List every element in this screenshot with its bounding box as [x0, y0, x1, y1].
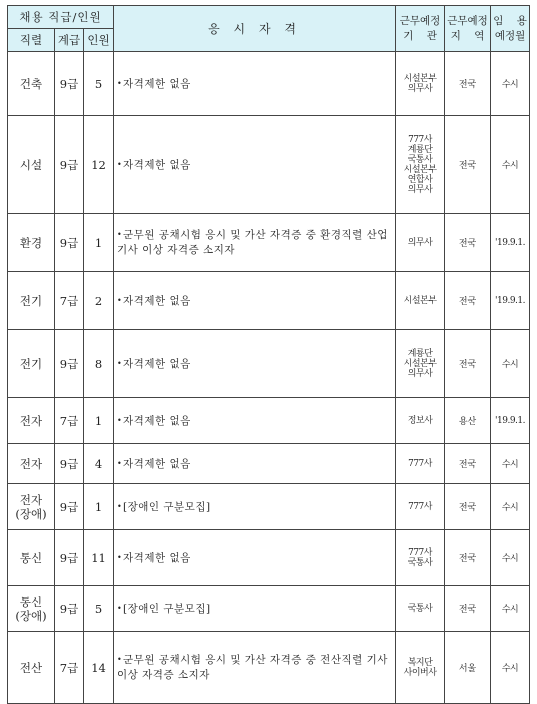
header-region-line1: 근무예정 [447, 14, 488, 27]
month-text: 수시 [501, 503, 519, 513]
job-cell [8, 272, 55, 330]
grade-cell [55, 632, 84, 704]
table-row [8, 330, 530, 398]
region-cell [445, 444, 491, 484]
count-value: 11 [91, 550, 106, 565]
agency-text: 시설본부 [403, 295, 437, 306]
job-name: 시설 [19, 157, 43, 172]
job-cell [8, 444, 55, 484]
agency-text: 시설본부 의무사 [403, 73, 437, 94]
header-month [491, 6, 530, 52]
agency-text: 777사 국통사 [407, 547, 433, 568]
count-value: 1 [94, 413, 103, 428]
job-cell [8, 586, 55, 632]
region-text: 전국 [458, 161, 477, 171]
job-name: 전기 [19, 293, 43, 308]
qualification-cell [114, 116, 396, 214]
count-cell [84, 398, 114, 444]
job-name: 통신 [19, 550, 43, 565]
region-text: 전국 [458, 297, 477, 307]
month-text: '19.9.1. [495, 237, 526, 248]
agency-cell [396, 330, 445, 398]
region-cell [445, 632, 491, 704]
agency-cell [396, 444, 445, 484]
table-row [8, 444, 530, 484]
qualification-cell [114, 398, 396, 444]
job-cell [8, 632, 55, 704]
qualification-text: 자격제한 없음 [123, 77, 191, 90]
grade-cell [55, 530, 84, 586]
agency-text: 777사 [408, 501, 432, 512]
agency-cell [396, 586, 445, 632]
count-value: 8 [94, 356, 103, 371]
bullet-icon: • [117, 358, 123, 368]
grade-value: 9급 [59, 76, 79, 91]
count-cell [84, 214, 114, 272]
job-cell [8, 214, 55, 272]
header-agency-line2: 기 관 [403, 29, 437, 42]
agency-cell [396, 530, 445, 586]
month-cell [491, 632, 530, 704]
header-agency [396, 6, 445, 52]
qualification-text: 자격제한 없음 [123, 357, 191, 370]
grade-cell [55, 272, 84, 330]
count-value: 1 [94, 235, 103, 250]
qualification-cell [114, 272, 396, 330]
bullet-icon: • [117, 78, 123, 88]
job-name: 전산 [19, 660, 43, 675]
count-value: 2 [94, 293, 103, 308]
job-sub-label: (장애) [15, 608, 47, 623]
bullet-icon: • [117, 415, 123, 425]
qualification-cell [114, 586, 396, 632]
month-cell [491, 116, 530, 214]
bullet-icon: • [117, 295, 123, 305]
count-value: 1 [94, 499, 103, 514]
job-cell [8, 484, 55, 530]
qualification-text: 자격제한 없음 [123, 551, 191, 564]
qualification-cell [114, 530, 396, 586]
region-text: 전국 [458, 503, 477, 513]
agency-text: 777사 계룡단 국통사 시설본부 연합사 의무사 [403, 134, 437, 195]
month-text: '19.9.1. [495, 415, 526, 426]
header-agency-line1: 근무예정 [399, 14, 441, 27]
job-cell [8, 398, 55, 444]
agency-text: 의무사 [407, 237, 433, 248]
table-row [8, 530, 530, 586]
header-grade: 계급 [55, 29, 84, 52]
job-name: 통신 [19, 594, 43, 609]
job-sub-label: (장애) [15, 506, 47, 521]
qualification-text: [장애인 구분모집] [123, 500, 211, 513]
job-cell [8, 52, 55, 116]
qualification-text: 자격제한 없음 [123, 158, 191, 171]
job-name: 건축 [19, 76, 43, 91]
bullet-icon: • [117, 552, 123, 562]
agency-text: 777사 [408, 458, 432, 469]
job-cell [8, 116, 55, 214]
table-row [8, 214, 530, 272]
bullet-icon: • [117, 159, 123, 169]
region-text: 전국 [458, 360, 477, 370]
month-cell [491, 398, 530, 444]
grade-cell [55, 484, 84, 530]
table-header [8, 6, 530, 52]
month-cell [491, 530, 530, 586]
grade-value: 9급 [59, 499, 79, 514]
region-cell [445, 214, 491, 272]
grade-cell [55, 52, 84, 116]
grade-cell [55, 586, 84, 632]
count-cell [84, 632, 114, 704]
table-row [8, 272, 530, 330]
recruitment-table [7, 5, 530, 704]
grade-cell [55, 444, 84, 484]
agency-text: 국통사 [407, 603, 433, 614]
grade-cell [55, 330, 84, 398]
region-text: 전국 [458, 460, 477, 470]
job-cell [8, 330, 55, 398]
count-cell [84, 272, 114, 330]
month-cell [491, 214, 530, 272]
agency-cell [396, 272, 445, 330]
header-qualification: 응 시 자 격 [114, 6, 396, 52]
grade-value: 9급 [59, 356, 79, 371]
agency-text: 복지단 사이버사 [403, 657, 437, 678]
qualification-text: [장애인 구분모집] [123, 602, 211, 615]
table-row [8, 116, 530, 214]
month-cell [491, 444, 530, 484]
header-count: 인원 [84, 29, 114, 52]
region-cell [445, 530, 491, 586]
region-text: 전국 [458, 605, 477, 615]
agency-text: 계룡단 시설본부 의무사 [403, 348, 437, 379]
count-cell [84, 484, 114, 530]
month-cell [491, 272, 530, 330]
grade-value: 7급 [59, 293, 79, 308]
grade-value: 9급 [59, 235, 79, 250]
month-text: 수시 [501, 161, 519, 171]
count-cell [84, 586, 114, 632]
qualification-text: 군무원 공채시험 응시 및 가산 자격증 중 전산직렬 기사 이상 자격증 소지자 [117, 654, 388, 681]
table-row [8, 52, 530, 116]
agency-cell [396, 398, 445, 444]
count-cell [84, 530, 114, 586]
bullet-icon: • [117, 655, 123, 664]
grade-value: 9급 [59, 550, 79, 565]
count-value: 14 [91, 660, 106, 675]
month-text: 수시 [501, 554, 519, 564]
qualification-text: 군무원 공채시험 응시 및 가산 자격증 중 환경직렬 산업기사 이상 자격증 소지자 [117, 229, 388, 256]
header-job: 직렬 [8, 29, 55, 52]
agency-cell [396, 484, 445, 530]
count-value: 4 [94, 456, 103, 471]
month-text: 수시 [501, 664, 519, 674]
qualification-cell [114, 484, 396, 530]
region-text: 전국 [458, 239, 477, 249]
qualification-text: 자격제한 없음 [123, 457, 191, 470]
count-value: 12 [91, 157, 106, 172]
agency-text: 정보사 [407, 415, 433, 426]
region-cell [445, 484, 491, 530]
month-text: 수시 [501, 605, 519, 615]
count-cell [84, 330, 114, 398]
region-text: 전국 [458, 80, 477, 90]
count-cell [84, 116, 114, 214]
grade-value: 7급 [59, 413, 79, 428]
grade-value: 9급 [59, 157, 79, 172]
count-value: 5 [94, 601, 103, 616]
month-cell [491, 52, 530, 116]
bullet-icon: • [117, 603, 123, 613]
agency-cell [396, 52, 445, 116]
job-name: 전자 [19, 456, 43, 471]
region-cell [445, 586, 491, 632]
grade-value: 7급 [59, 660, 79, 675]
month-text: '19.9.1. [495, 295, 526, 306]
month-cell [491, 330, 530, 398]
table-body [8, 52, 530, 704]
agency-cell [396, 116, 445, 214]
agency-cell [396, 632, 445, 704]
region-text: 전국 [458, 554, 477, 564]
bullet-icon: • [117, 458, 123, 468]
region-cell [445, 398, 491, 444]
qualification-cell [114, 444, 396, 484]
month-cell [491, 586, 530, 632]
bullet-icon: • [117, 501, 123, 511]
job-cell [8, 530, 55, 586]
agency-cell [396, 214, 445, 272]
qualification-cell [114, 330, 396, 398]
qualification-cell [114, 52, 396, 116]
month-text: 수시 [501, 360, 519, 370]
header-region [445, 6, 491, 52]
header-month-line1: 임 용 [493, 14, 527, 27]
grade-value: 9급 [59, 456, 79, 471]
count-value: 5 [94, 76, 103, 91]
count-cell [84, 444, 114, 484]
qualification-text: 자격제한 없음 [123, 294, 191, 307]
qualification-cell [114, 214, 396, 272]
job-name: 전자 [19, 413, 43, 428]
bullet-icon: • [117, 230, 123, 239]
month-text: 수시 [501, 80, 519, 90]
job-name: 전기 [19, 356, 43, 371]
job-name: 환경 [19, 235, 43, 250]
table-row [8, 586, 530, 632]
month-text: 수시 [501, 460, 519, 470]
region-cell [445, 52, 491, 116]
region-cell [445, 272, 491, 330]
grade-cell [55, 116, 84, 214]
table-row [8, 484, 530, 530]
header-group: 채용 직급/인원 [8, 6, 114, 29]
table-row [8, 398, 530, 444]
month-cell [491, 484, 530, 530]
qualification-text: 자격제한 없음 [123, 414, 191, 427]
region-cell [445, 330, 491, 398]
region-text: 서울 [458, 664, 477, 674]
table-row [8, 632, 530, 704]
grade-cell [55, 214, 84, 272]
grade-value: 9급 [59, 601, 79, 616]
job-name: 전자 [19, 492, 43, 507]
grade-cell [55, 398, 84, 444]
header-month-line2: 예정월 [494, 29, 526, 42]
region-text: 용산 [458, 417, 477, 427]
header-region-line2: 지 역 [450, 29, 485, 42]
region-cell [445, 116, 491, 214]
qualification-cell [114, 632, 396, 704]
count-cell [84, 52, 114, 116]
